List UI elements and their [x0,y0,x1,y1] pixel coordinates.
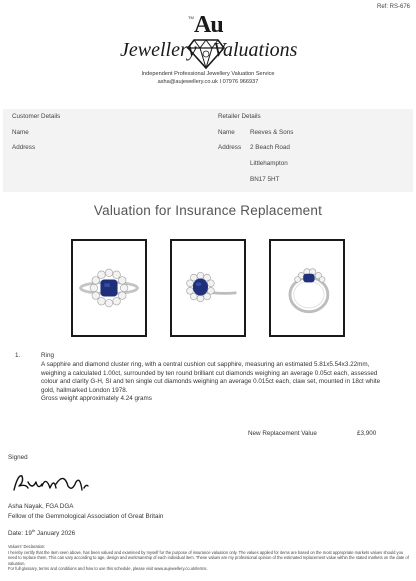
reference-number: Ref: RS-676 [376,4,410,10]
retailer-address-line-3: BN17 5HT [250,176,280,183]
retailer-address-line-1: 2 Beach Road [250,144,290,151]
customer-heading: Customer Details [12,113,61,120]
retailer-heading: Retailer Details [218,113,261,120]
ring-photo-side [170,239,246,337]
customer-name-label: Name [12,129,29,136]
valuer-name: Asha Nayak, FGA DGA [8,503,74,510]
ring-top-view-image [73,241,145,335]
retailer-address-label: Address [218,144,242,151]
item-title: Ring [41,352,54,359]
signed-label: Signed [8,454,28,461]
declaration-text: I hereby certify that the item seen above, has been valued and examined by myself for the purpose of insurance valuation only. The values applied for items are based on the most appropriate markets values should you need to replace them. This can vary according to age, design and workmanship of each individual item. These values are my professional opinion of the estimated replacement value within the stated markets on the date of valuation. [8,549,409,566]
retailer-name-label: Name [218,129,235,136]
details-box [3,109,413,192]
replacement-value: £3,900 [357,430,377,437]
ring-side-view-image [172,241,244,335]
customer-address-label: Address [12,144,36,151]
declaration-heading: Valuers' Declaration: [8,544,46,549]
ring-photo-profile [269,239,345,337]
brand-logo [0,12,416,68]
logo-word-jewellery: Jewellery [120,39,197,61]
valuers-declaration [8,544,410,572]
item-number: 1. [15,352,21,359]
logo-trademark: TM [188,15,194,20]
date-suffix: th [31,528,36,533]
date-rest: January 2026 [35,530,76,538]
valuer-credentials: Fellow of the Gemmological Association of Great Britain [8,513,164,520]
date-prefix: Date: [8,530,25,538]
retailer-name-value: Reeves & Sons [250,129,294,136]
replacement-value-label: New Replacement Value [248,430,317,437]
service-info [0,70,416,86]
ring-photo-top [71,239,147,337]
valuation-date [8,528,75,537]
valuation-title: Valuation for Insurance Replacement [93,203,323,218]
signature-image [10,468,90,498]
retailer-address-line-2: Littlehampton [250,160,288,167]
contact-line: asha@aujewellery.co.uk I 07976 966937 [157,79,259,85]
item-description-text: A sapphire and diamond cluster ring, with a central cushion cut sapphire, measuring an estimated 5.81x5.54x3.22mm, weighing a calculated 1.00ct, surrounded by ten round brilliant cut diamonds weighing an average 0.05ct each, assessed colour and clarity G-H, SI and ten single cut diamonds weighing an average 0.015ct each, claw set, mounted in 18ct white gold, hallmarked London 1978. [41,361,381,394]
logo-word-valuations: Valuations [213,39,298,61]
ring-profile-view-image [271,241,343,335]
item-description [41,361,391,404]
logo-au: Au [194,12,223,38]
date-day: 19 [24,530,32,538]
item-weight: Gross weight approximately 4.24 grams [41,395,152,403]
declaration-footer: For full glossary, terms and conditions and how to use this schedule, please visit www.aujewellery.co.uk/terms. [8,566,208,572]
service-line: Independent Professional Jewellery Valuation Service [141,71,275,77]
